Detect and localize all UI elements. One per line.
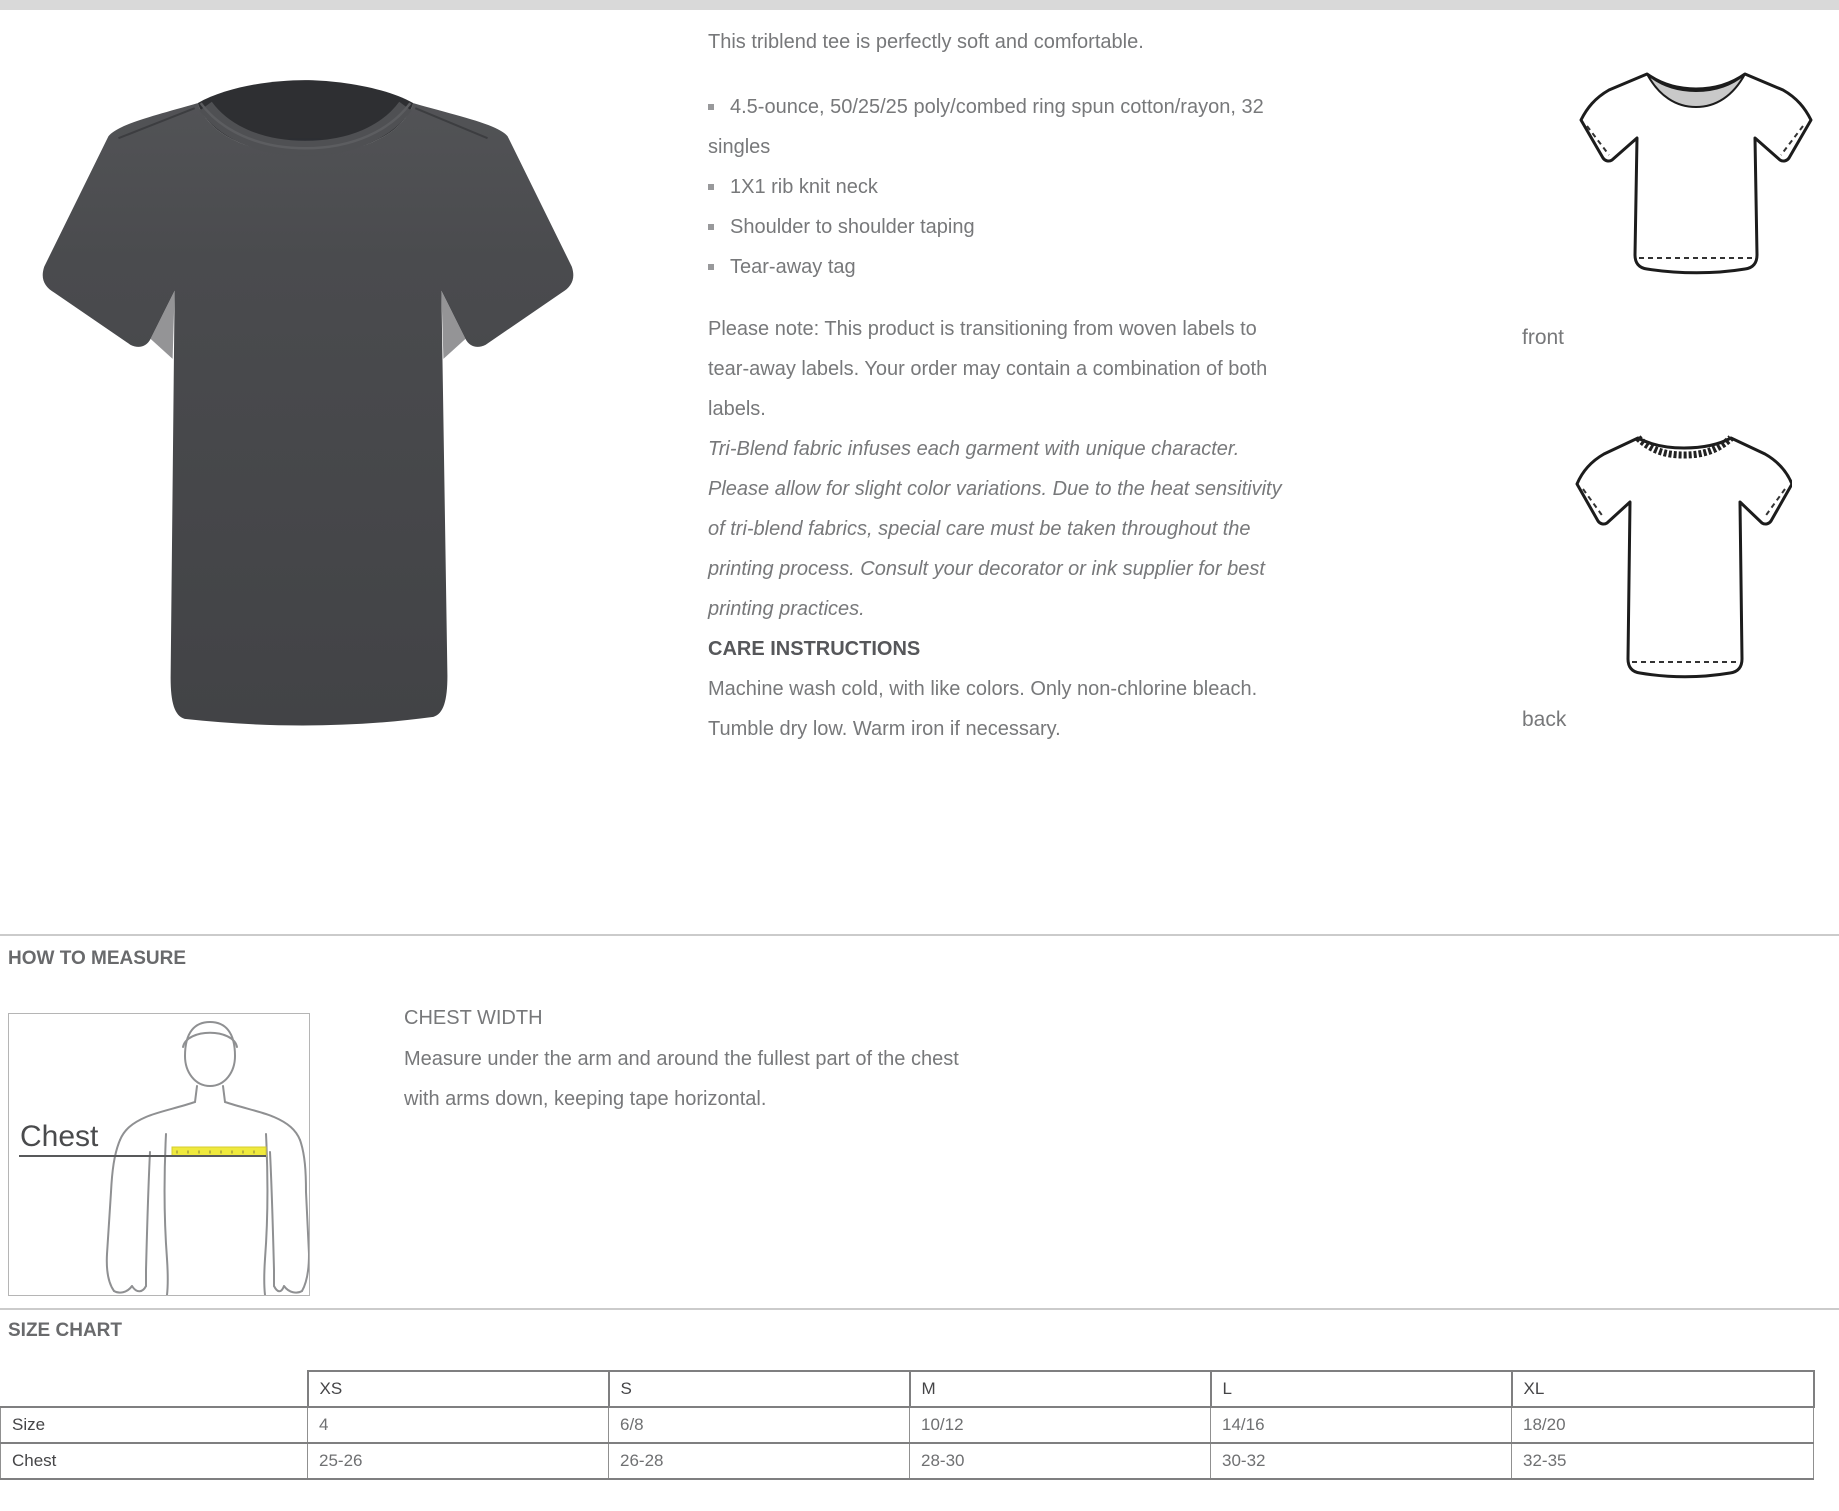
top-strip <box>0 0 1839 10</box>
size-chart-table <box>0 1370 1815 1480</box>
section-divider <box>0 934 1839 936</box>
product-intro: This triblend tee is perfectly soft and comfortable. <box>708 31 1144 53</box>
section-divider <box>0 1308 1839 1310</box>
chest-width-info <box>404 998 984 1119</box>
tshirt-photo-image <box>22 58 584 748</box>
size-chart-heading: SIZE CHART <box>8 1320 122 1341</box>
chest-width-title: CHEST WIDTH <box>404 1007 543 1029</box>
product-description <box>708 22 1298 749</box>
chest-value: 30-32 <box>1211 1443 1512 1479</box>
fabric-disclaimer: Tri-Blend fabric infuses each garment with unique character. Please allow for slight color variations. Due to the heat sensitivity of tri-blend fabrics, special care must be taken throughout the printing process. Consult your decorator or ink supplier for best printing practices. <box>708 438 1282 620</box>
front-view-label: front <box>1522 326 1565 349</box>
chest-value: 32-35 <box>1512 1443 1814 1479</box>
feature-item: 1X1 rib knit neck <box>708 167 1274 207</box>
feature-item: Shoulder to shoulder taping <box>708 207 1274 247</box>
size-value: 14/16 <box>1211 1407 1512 1443</box>
how-to-measure-heading: HOW TO MEASURE <box>8 948 187 969</box>
measure-diagram <box>8 1013 310 1296</box>
row-label: Chest <box>1 1443 308 1479</box>
feature-list <box>708 87 1274 287</box>
body-figure-illustration <box>9 1014 309 1295</box>
feature-item: Tear-away tag <box>708 247 1274 287</box>
size-value: 4 <box>308 1407 609 1443</box>
size-value: 18/20 <box>1512 1407 1814 1443</box>
care-instructions-text: Machine wash cold, with like colors. Only non-chlorine bleach. Tumble dry low. Warm iron if necessary. <box>708 678 1258 740</box>
chest-value: 26-28 <box>609 1443 910 1479</box>
size-value: 10/12 <box>910 1407 1211 1443</box>
tshirt-front-illustration <box>1575 60 1815 288</box>
column-header: M <box>910 1371 1211 1407</box>
column-header: XL <box>1512 1371 1814 1407</box>
product-photo <box>22 58 584 748</box>
back-view-label: back <box>1522 708 1567 731</box>
size-value: 6/8 <box>609 1407 910 1443</box>
column-header: S <box>609 1371 910 1407</box>
label-transition-note: Please note: This product is transitioning from woven labels to tear-away labels. Your order may contain a combination of both labels. <box>708 318 1268 420</box>
size-chart-header-row <box>1 1371 1814 1407</box>
chest-diagram-label: Chest <box>20 1120 99 1153</box>
table-row <box>1 1407 1814 1443</box>
care-instructions-heading: CARE INSTRUCTIONS <box>708 638 921 660</box>
chest-value: 25-26 <box>308 1443 609 1479</box>
feature-item: 4.5-ounce, 50/25/25 poly/combed ring spun cotton/rayon, 32 singles <box>708 87 1274 167</box>
chest-value: 28-30 <box>910 1443 1211 1479</box>
row-label: Size <box>1 1407 308 1443</box>
table-row <box>1 1443 1814 1479</box>
column-header: L <box>1211 1371 1512 1407</box>
chest-width-text: Measure under the arm and around the fullest part of the chest with arms down, keeping tape horizontal. <box>404 1048 959 1110</box>
corner-cell <box>1 1371 308 1407</box>
column-header: XS <box>308 1371 609 1407</box>
tshirt-back-illustration <box>1572 424 1792 692</box>
